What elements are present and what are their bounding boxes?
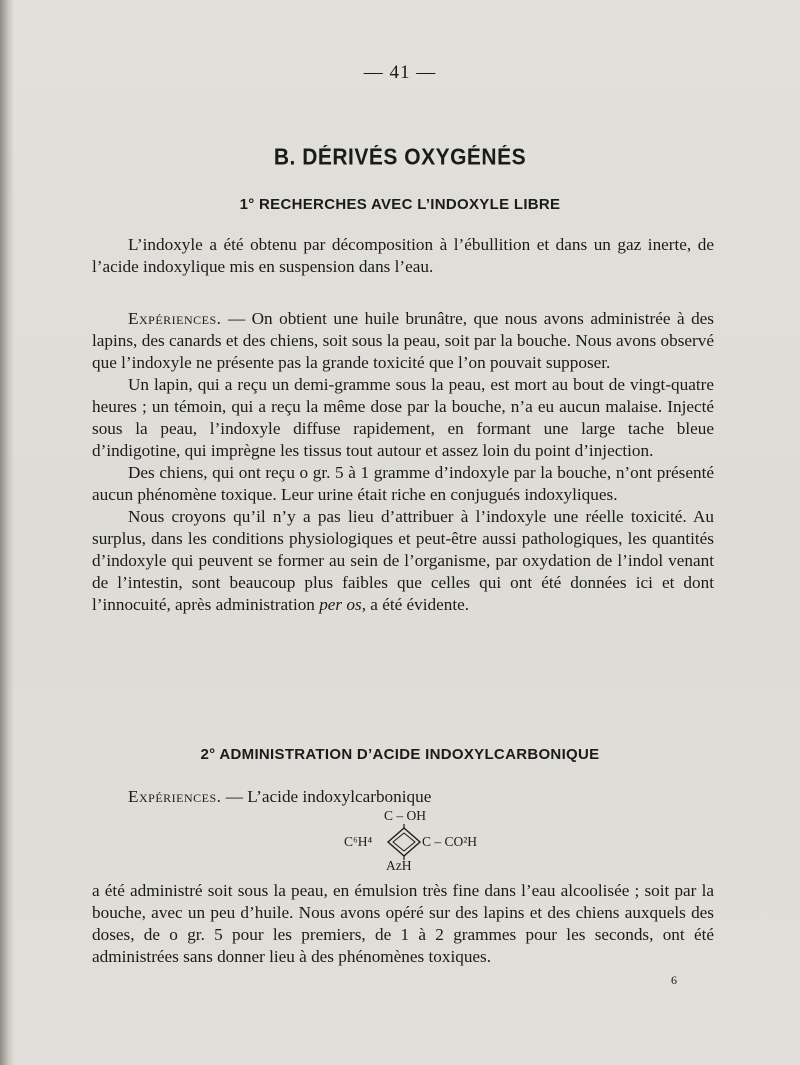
chemical-formula [340,808,500,874]
intro-block [92,234,714,278]
per-os-italic: per os [319,595,362,614]
formula-right: C – CO²H [422,834,478,849]
subsection-title-1: 1° RECHERCHES AVEC L’INDOXYLE LIBRE [239,196,561,213]
paragraph-experiences [92,308,714,374]
intro-paragraph: L’indoxyle a été obtenu par décomposition à l’ébullition et dans un gaz inerte, de l’acide indoxylique mis en suspension dans l’eau. [92,235,714,276]
paragraph-lapin: Un lapin, qui a reçu un demi-gramme sous la peau, est mort au bout de vingt-quatre heures ; un témoin, qui a reçu la même dose par la bouche, n’a eu aucun malaise. Injecté sous la peau, l’indoxyle diffuse rapidement, en formant une large tache bleue d’indigotine, qui imprègne les tissus tout autour et assez loin du point d’injection. [92,375,714,460]
formula-ring-icon [384,824,424,860]
formula-left: C⁶H⁴ [344,834,373,849]
paragraph-experiences-2 [92,786,714,808]
paragraph-chiens: Des chiens, qui ont reçu o gr. 5 à 1 gramme d’indoxyle par la bouche, n’ont présenté aucun phénomène toxique. Leur urine était riche en conjugués indoxyliques. [92,463,714,504]
paragraph-conclusion [92,506,714,616]
paragraph-experiences-text: — On obtient une huile brunâtre, que nous avons administrée à des lapins, des canards et des chiens, soit sous la peau, soit par la bouche. Nous avons observé que l’indoxyle ne présente pas la grande toxicité que l’on pouvait supposer. [92,309,714,372]
body-block-1 [92,308,714,616]
paragraph-administre: a été administré soit sous la peau, en émulsion très fine dans l’eau alcoolisée ; soit par la bouche, avec un peu d’huile. Nous avons opéré sur des lapins et des chiens auxquels des doses, de o gr. 5 pour les premiers, de 1 à 2 grammes pour les seconds, ont été administrées sans donner lieu à des phénomènes toxiques. [92,881,714,966]
experiences-2-line [92,786,714,808]
formula-bottom: AzH [386,858,412,873]
paragraph-conclusion-end: , a été évidente. [361,595,470,614]
section-title: B. DÉRIVÉS OXYGÉNÉS [273,145,527,170]
paragraph-conclusion-text: Nous croyons qu’il n’y a pas lieu d’attribuer à l’indoxyle une réelle toxicité. Au surplus, dans les conditions physiologiques et peut-être aussi pathologiques, les quantités d’indoxyle qui peuvent se former au sein de l’organisme, par oxydation de l’indol venant de l’intestin, sont beaucoup plus faibles que celles qui ont été données ici et dont l’innocuité, après administration [92,507,714,614]
paragraph-experiences-2-text: — L’acide indoxylcarbonique [221,787,432,806]
experiences-label: Expériences. [128,309,222,328]
subsection-title-2: 2° ADMINISTRATION D’ACIDE INDOXYLCARBONIQUE [200,746,600,763]
formula-top: C – OH [384,808,427,823]
page-number: — 41 — [363,62,437,83]
experiences-label-2: Expériences. [128,787,222,806]
body-block-2 [92,880,714,968]
sheet-number: 6 [671,973,677,987]
